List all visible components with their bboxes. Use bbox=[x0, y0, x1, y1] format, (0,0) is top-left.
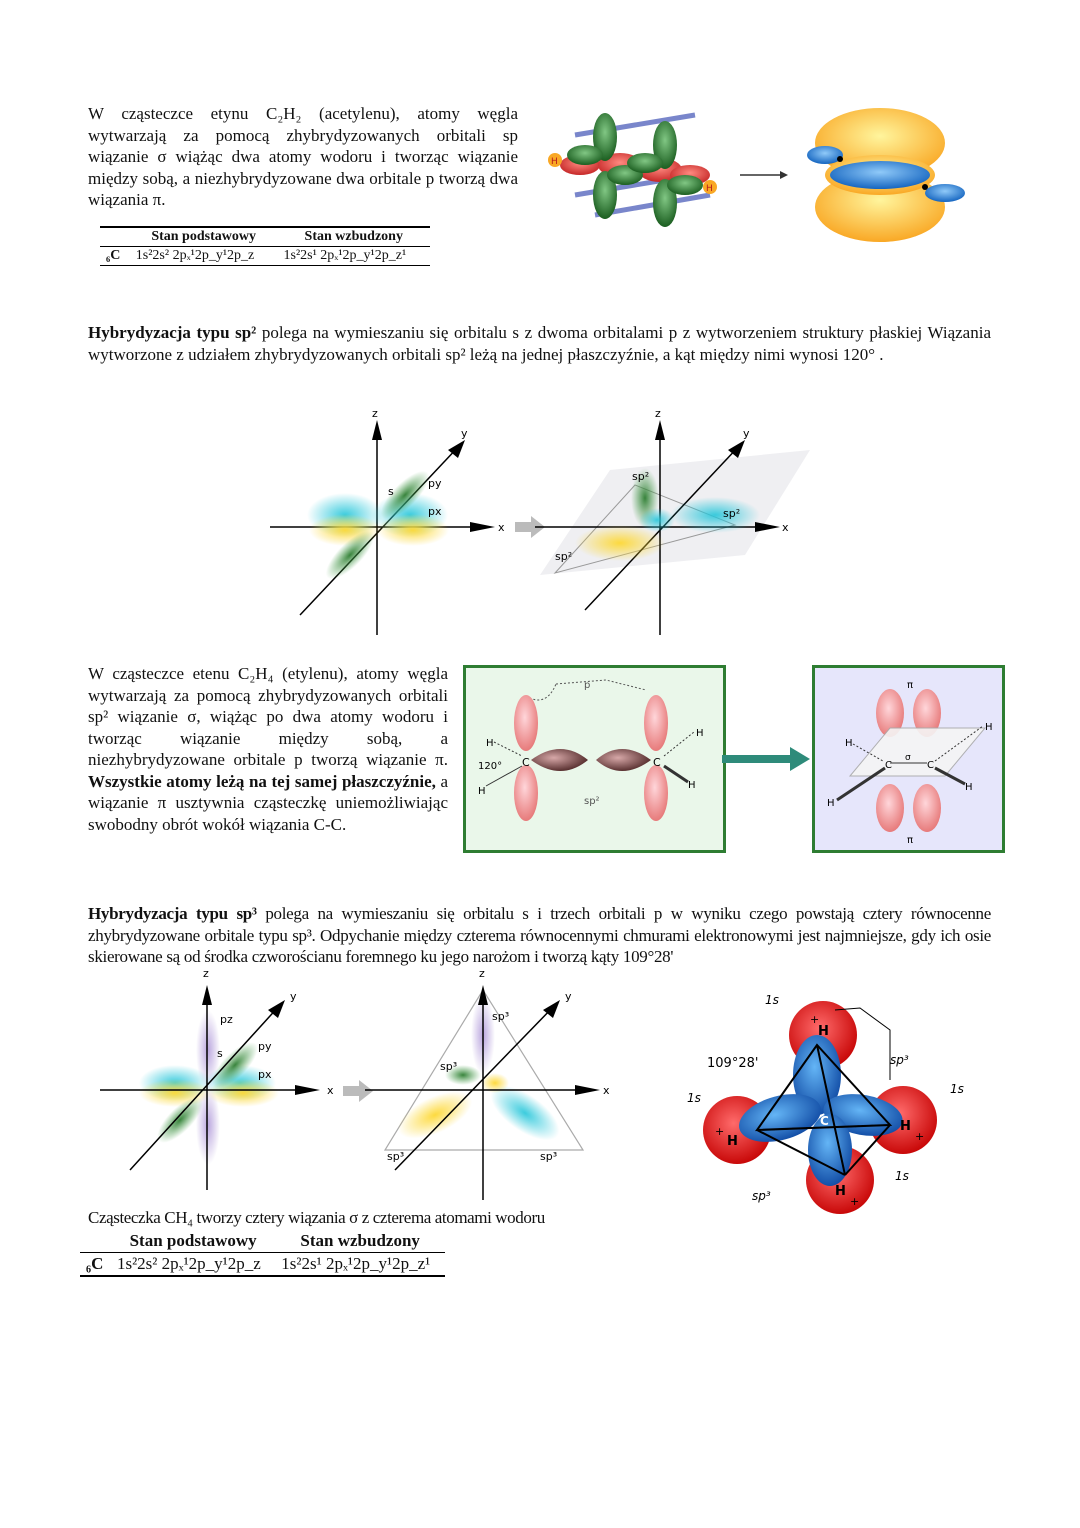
s-label: s bbox=[388, 485, 394, 498]
sp3-label-right: sp³ bbox=[890, 1053, 909, 1067]
h-label: H bbox=[688, 780, 696, 791]
orbitals-before bbox=[100, 967, 334, 1190]
axis-z-label: z bbox=[479, 967, 485, 980]
h-label: H bbox=[727, 1134, 738, 1149]
carbon-right: C bbox=[927, 760, 934, 771]
arrow-icon bbox=[343, 1080, 373, 1102]
axis-z-label: z bbox=[655, 407, 661, 420]
pi-bond-model bbox=[807, 108, 965, 242]
axis-y-label: y bbox=[461, 427, 468, 440]
h-label: H bbox=[900, 1119, 911, 1134]
sp2-paragraph bbox=[88, 322, 991, 365]
ethylene-sp2-figure bbox=[466, 668, 723, 850]
h-label: H bbox=[835, 1184, 846, 1199]
methane-caption: Cząsteczka CH₄ tworzy cztery wiązania σ z czterema atomami wodoru bbox=[88, 1208, 545, 1227]
pi-label-bottom: π bbox=[907, 835, 914, 846]
element-symbol: ₆C bbox=[106, 248, 121, 263]
h-label: H bbox=[827, 798, 835, 809]
acetylene-config-table bbox=[100, 226, 430, 266]
sp3-label-right: sp³ bbox=[540, 1150, 558, 1163]
axis-x-label: x bbox=[327, 1084, 334, 1097]
sp2-label-top: sp² bbox=[632, 470, 650, 483]
methane-config-table bbox=[80, 1230, 445, 1277]
py-label: py bbox=[258, 1040, 272, 1053]
sp3-label-left: sp³ bbox=[387, 1150, 405, 1163]
orbitals-after bbox=[365, 967, 610, 1200]
sp3-text: polega na wymieszaniu się orbitalu s i trzech orbitali p w wyniku czego powstają cztery równocenne zhybrydyzowane orbitale typu sp³. Odpychanie między czterema równocennymi chmurami elektronowymi jest najmniejsze, gdy ich osie skierowane są od środka czworościanu foremnego ku jego narożom i tworzą kąty 109°28' bbox=[88, 904, 991, 966]
h-label: H bbox=[845, 738, 853, 749]
axis-x-label: x bbox=[603, 1084, 610, 1097]
angle-label: 120° bbox=[478, 761, 503, 772]
h-label: H bbox=[478, 786, 486, 797]
axis-z-label: z bbox=[372, 407, 378, 420]
sp2-label-left: sp² bbox=[555, 550, 573, 563]
sp2-hybridization-figure bbox=[265, 395, 825, 640]
ethylene-pi-figure bbox=[815, 668, 1002, 850]
sp3-label-bottom: sp³ bbox=[752, 1189, 771, 1203]
carbon-left: C bbox=[885, 760, 892, 771]
col-ground-state: Stan podstawowy bbox=[129, 1231, 257, 1250]
axis-z-label: z bbox=[203, 967, 209, 980]
ethylene-text-a: W cząsteczce etenu C₂H₄ (etylenu), atomy węgla wytwarzają za pomocą zhybrydyzowanych orbitali sp² wiązanie σ, wiążąc po dwa atomy wodoru i tworząc wiązanie między sobą, a niezhybrydyzowane orbitale p tworzą wiązanie π. bbox=[88, 664, 448, 769]
arrow-icon bbox=[740, 171, 788, 179]
px-label: px bbox=[428, 505, 442, 518]
p-label: p bbox=[584, 680, 591, 691]
table-corner bbox=[100, 227, 130, 247]
h-right-label: H bbox=[706, 184, 713, 194]
sp3-label-middle: sp³ bbox=[440, 1060, 458, 1073]
1s-label-right: 1s bbox=[950, 1082, 964, 1096]
px-label: px bbox=[258, 1068, 272, 1081]
ethylene-sp2-frame bbox=[463, 665, 726, 853]
h-label: H bbox=[696, 728, 704, 739]
1s-label-top: 1s bbox=[765, 993, 779, 1007]
sigma-label: σ bbox=[905, 753, 911, 763]
carbon-right: C bbox=[653, 756, 661, 769]
1s-label-left: 1s bbox=[687, 1091, 701, 1105]
sp2-text: polega na wymieszaniu się orbitalu s z dwoma orbitalami p z wytworzeniem struktury płaskiej Wiązania wytworzone z udziałem zhybrydyzowanych orbitali sp² leżą na jednej płaszczyźnie, a kąt między nimi wynosi 120° . bbox=[88, 323, 991, 364]
carbon-left: C bbox=[522, 756, 530, 769]
plus-sign: + bbox=[715, 1125, 725, 1138]
pi-label-top: π bbox=[907, 680, 914, 691]
h-label: H bbox=[985, 722, 993, 733]
angle-label: 109°28' bbox=[707, 1056, 759, 1071]
axis-y-label: y bbox=[565, 990, 572, 1003]
h-left-label: H bbox=[551, 157, 558, 167]
ethylene-pi-frame bbox=[812, 665, 1005, 853]
plus-sign: + bbox=[850, 1195, 860, 1208]
ethylene-text-bold: Wszystkie atomy leżą na tej samej płaszczyźnie, bbox=[88, 771, 436, 791]
orbitals-after bbox=[535, 407, 810, 635]
sp3-heading: Hybrydyzacja typu sp³ bbox=[88, 904, 257, 923]
ethylene-text-b: a wiązanie π usztywnia cząsteczkę uniemożliwiając swobodny obrót wokół wiązania C-C. bbox=[88, 771, 448, 834]
h-label: H bbox=[965, 782, 973, 793]
plus-sign: + bbox=[810, 1013, 820, 1026]
axis-y-label: y bbox=[743, 427, 750, 440]
methane-orbital-figure bbox=[685, 990, 975, 1220]
ground-config: 1s²2s² 2pₓ¹2p_y¹2p_z bbox=[135, 248, 255, 263]
axis-x-label: x bbox=[498, 521, 505, 534]
orbitals-before bbox=[270, 407, 505, 635]
acetylene-orbital-figure bbox=[535, 95, 985, 245]
carbon-label: C bbox=[820, 1114, 829, 1128]
excited-config: 1s²2s¹ 2pₓ¹2p_y¹2p_z¹ bbox=[283, 248, 407, 263]
acetylene-paragraph: W cząsteczce etynu C₂H₂ (acetylenu), atomy węgla wytwarzają za pomocą zhybrydyzowanych orbitali sp wiązanie σ wiążąc dwa atomy wodoru i tworząc wiązanie między sobą, a niezhybrydyzowane dwa orbitale p tworzą dwa wiązania π. bbox=[88, 104, 518, 209]
col-excited-state: Stan wzbudzony bbox=[304, 229, 403, 244]
col-ground-state: Stan podstawowy bbox=[151, 229, 256, 244]
axis-y-label: y bbox=[290, 990, 297, 1003]
table-corner bbox=[80, 1230, 111, 1253]
py-label: py bbox=[428, 477, 442, 490]
h-label: H bbox=[818, 1024, 829, 1039]
element-symbol: ₆C bbox=[86, 1254, 104, 1273]
col-excited-state: Stan wzbudzony bbox=[300, 1231, 420, 1250]
sp2-label: sp² bbox=[584, 796, 600, 807]
sp2-label-right: sp² bbox=[723, 507, 741, 520]
s-label: s bbox=[217, 1047, 223, 1060]
plus-sign: + bbox=[915, 1130, 925, 1143]
pz-label: pz bbox=[220, 1013, 233, 1026]
arrow-icon bbox=[720, 745, 815, 775]
excited-config: 1s²2s¹ 2pₓ¹2p_y¹2p_z¹ bbox=[281, 1254, 431, 1273]
sp3-paragraph bbox=[88, 903, 991, 968]
h-label: H bbox=[486, 738, 494, 749]
sp3-label-top: sp³ bbox=[492, 1010, 510, 1023]
sp2-heading: Hybrydyzacja typu sp² bbox=[88, 323, 257, 342]
sp-orbitals-model bbox=[548, 113, 717, 227]
sp3-hybridization-figure bbox=[95, 965, 655, 1200]
1s-label-bottom: 1s bbox=[895, 1169, 909, 1183]
ground-config: 1s²2s² 2pₓ¹2p_y¹2p_z bbox=[116, 1254, 261, 1273]
axis-x-label: x bbox=[782, 521, 789, 534]
ethylene-paragraph bbox=[88, 663, 448, 835]
